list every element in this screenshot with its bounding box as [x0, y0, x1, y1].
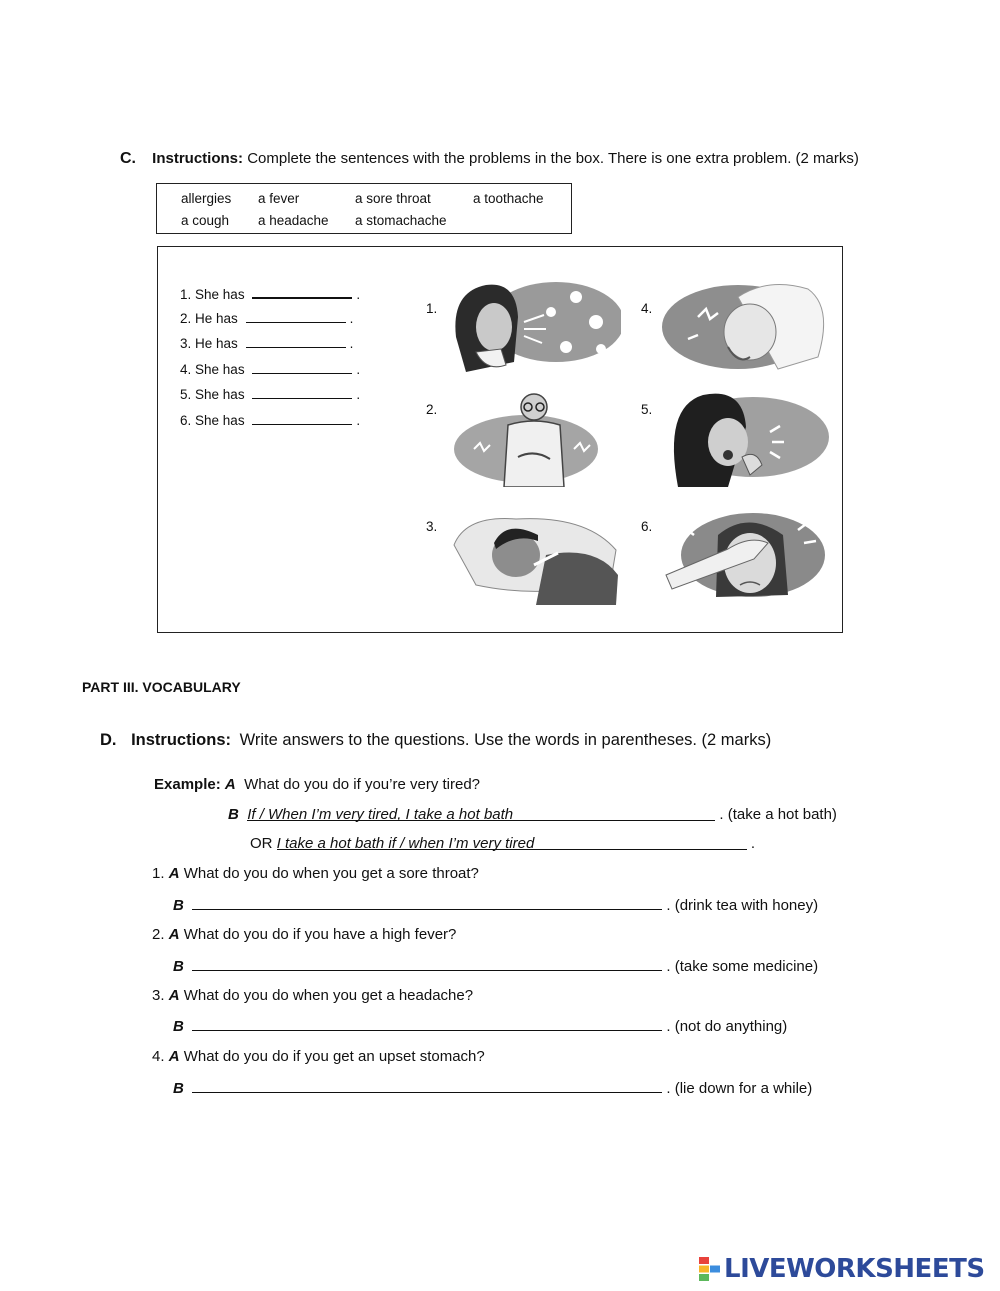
speaker-a: A — [168, 926, 180, 943]
question-number: 4. — [152, 1048, 165, 1065]
illustration-fever — [446, 505, 621, 605]
exercise-box — [157, 246, 843, 633]
instructions-text: Write answers to the questions. Use the words in parentheses. (2 marks) — [239, 731, 772, 749]
answer-blank[interactable] — [252, 285, 352, 299]
sentence-number: 3. — [180, 336, 192, 351]
sentence-3 — [180, 335, 353, 351]
sentence-number: 6. — [180, 413, 192, 428]
section-letter: C. — [120, 150, 136, 167]
question-number: 1. — [152, 865, 165, 882]
answer-blank[interactable] — [252, 386, 352, 399]
hint: . (lie down for a while) — [666, 1080, 813, 1097]
logo-tiles-icon — [698, 1256, 722, 1282]
hint: . (not do anything) — [666, 1018, 788, 1035]
section-letter: D. — [100, 731, 117, 749]
picture-number-2: 2. — [426, 402, 438, 417]
answer-3 — [173, 1016, 787, 1035]
question-text: What do you do if you have a high fever? — [183, 926, 457, 943]
sentence-text: He has — [195, 311, 238, 326]
word-headache: a headache — [258, 213, 329, 228]
end-punct: . — [750, 835, 756, 852]
sentence-end: . — [356, 362, 361, 377]
example-answer-1 — [228, 806, 837, 823]
sentence-6 — [180, 412, 360, 428]
speaker-b: B — [173, 958, 184, 975]
illustration-headache — [658, 505, 833, 605]
question-text: What do you do if you’re very tired? — [244, 776, 481, 793]
question-4 — [152, 1048, 485, 1065]
section-d-header — [100, 731, 771, 750]
question-2 — [152, 926, 456, 943]
question-text: What do you do when you get a sore throat? — [183, 865, 479, 882]
speaker-a: A — [224, 776, 236, 793]
question-number: 2. — [152, 926, 165, 943]
speaker-b: B — [228, 806, 239, 823]
illustration-cough — [658, 387, 833, 487]
illustration-allergies — [446, 277, 621, 377]
part-title: PART III. VOCABULARY — [82, 679, 241, 695]
sentence-text: She has — [195, 362, 245, 377]
question-number: 3. — [152, 987, 165, 1004]
answer-line[interactable] — [192, 956, 662, 971]
hint: . (drink tea with honey) — [666, 897, 819, 914]
word-fever: a fever — [258, 191, 300, 206]
answer-1 — [173, 895, 818, 914]
example-answer-line — [247, 806, 715, 821]
sentence-text: She has — [195, 287, 245, 302]
or-label: OR — [250, 835, 273, 852]
word-toothache: a toothache — [473, 191, 544, 206]
sentence-end: . — [356, 413, 361, 428]
sentence-text: She has — [195, 413, 245, 428]
section-c-header — [120, 150, 859, 168]
question-text: What do you do if you get an upset stomach? — [183, 1048, 485, 1065]
instructions-label: Instructions: — [131, 731, 232, 749]
sentence-number: 1. — [180, 287, 192, 302]
question-text: What do you do when you get a headache? — [183, 987, 474, 1004]
illustration-stomachache — [446, 387, 621, 487]
question-3 — [152, 987, 473, 1004]
answer-line[interactable] — [192, 1078, 662, 1093]
sentence-4 — [180, 361, 360, 377]
answer-blank[interactable] — [246, 310, 346, 323]
sentence-end: . — [349, 336, 354, 351]
word-allergies: allergies — [181, 191, 232, 206]
sentence-end: . — [356, 287, 361, 302]
sentence-end: . — [356, 387, 361, 402]
answer-line[interactable] — [192, 895, 662, 910]
illustration-toothache — [658, 277, 833, 377]
picture-number-5: 5. — [641, 402, 653, 417]
picture-number-1: 1. — [426, 301, 438, 316]
hint: . (take some medicine) — [666, 958, 819, 975]
logo-text: LIVEWORKSHEETS — [724, 1254, 985, 1284]
sentence-number: 2. — [180, 311, 192, 326]
picture-number-6: 6. — [641, 519, 653, 534]
picture-number-4: 4. — [641, 301, 653, 316]
word-box — [156, 183, 572, 234]
example-question — [154, 776, 480, 793]
sentence-end: . — [349, 311, 354, 326]
answer-line[interactable] — [192, 1016, 662, 1031]
instructions-label: Instructions: — [152, 150, 244, 167]
speaker-b: B — [173, 1080, 184, 1097]
word-sore-throat: a sore throat — [355, 191, 431, 206]
example-answer: If / When I’m very tired, I take a hot bath — [247, 806, 514, 823]
sentence-number: 5. — [180, 387, 192, 402]
sentence-number: 4. — [180, 362, 192, 377]
answer-blank[interactable] — [246, 335, 346, 348]
example-answer-line — [277, 835, 747, 850]
example-label: Example: — [154, 776, 221, 793]
speaker-a: A — [168, 865, 180, 882]
picture-number-3: 3. — [426, 519, 438, 534]
sentence-2 — [180, 310, 353, 326]
question-1 — [152, 865, 479, 882]
word-cough: a cough — [181, 213, 230, 228]
liveworksheets-logo — [698, 1252, 985, 1286]
hint: . (take a hot bath) — [719, 806, 837, 823]
answer-blank[interactable] — [252, 361, 352, 374]
instructions-text: Complete the sentences with the problems in the box. There is one extra problem. (2 marks) — [247, 150, 859, 167]
sentence-text: He has — [195, 336, 238, 351]
speaker-b: B — [173, 897, 184, 914]
example-answer-2 — [250, 835, 755, 852]
speaker-b: B — [173, 1018, 184, 1035]
speaker-a: A — [168, 1048, 180, 1065]
sentence-5 — [180, 386, 360, 402]
sentence-text: She has — [195, 387, 245, 402]
word-stomachache: a stomachache — [355, 213, 447, 228]
answer-4 — [173, 1078, 812, 1097]
example-answer: I take a hot bath if / when I’m very tired — [276, 835, 535, 852]
speaker-a: A — [168, 987, 180, 1004]
answer-blank[interactable] — [252, 412, 352, 425]
answer-2 — [173, 956, 818, 975]
sentence-1 — [180, 285, 360, 302]
